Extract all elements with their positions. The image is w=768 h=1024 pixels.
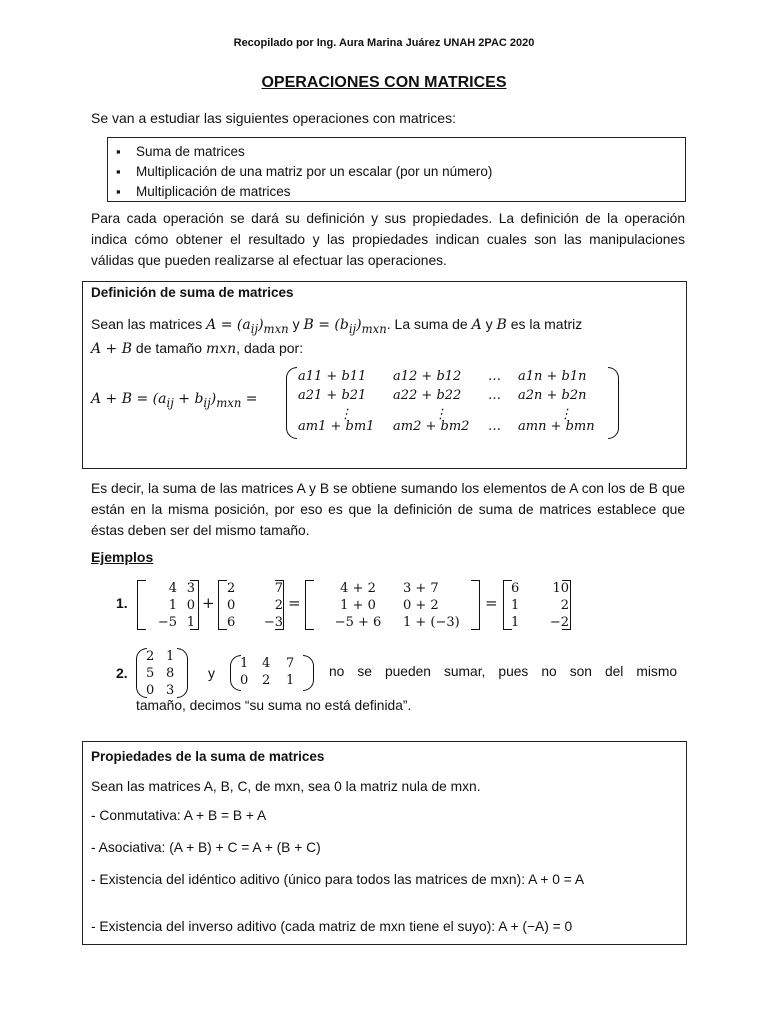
page-header: Recopilado por Ing. Aura Marina Juárez UNAH 2PAC 2020	[233, 37, 535, 49]
example-2-text-2: tamaño, decimos “su suma no está definida”.	[136, 698, 412, 713]
property-associative: - Asociativa: (A + B) + C = A + (B + C)	[91, 840, 321, 855]
equals-sign: =	[485, 594, 498, 612]
list-item: ▪ Suma de matrices	[116, 142, 685, 162]
operations-list-box	[107, 137, 686, 202]
page-title: OPERACIONES CON MATRICES	[261, 74, 507, 91]
property-commutative: - Conmutativa: A + B = B + A	[91, 808, 267, 823]
example-1-matrix-result: 6 10 1 2 1 −2	[503, 580, 571, 630]
example-2-matrix-a: 2 1 5 8 0 3	[136, 648, 188, 698]
definition-matrix: a11 + b11 a12 + b12 … a1n + b1n a21 + b21 a22 + b22 … a2n + b2n ⋮ ⋮ ⋮ am1 + bm1 am2 + bm2 … amn + bmn	[286, 367, 619, 439]
plus-sign: +	[202, 594, 215, 612]
properties-box	[82, 741, 687, 945]
example-2-number: 2.	[116, 665, 128, 681]
equals-sign: =	[288, 594, 301, 612]
properties-title: Propiedades de la suma de matrices	[91, 749, 325, 764]
property-inverse: - Existencia del inverso aditivo (cada matriz de mxn tiene el suyo): A + (−A) = 0	[91, 919, 573, 934]
definition-y: y	[292, 316, 300, 332]
definition-box	[82, 281, 687, 469]
list-item: ▪ Multiplicación de matrices	[116, 182, 685, 202]
example-1-number: 1.	[116, 595, 128, 611]
intro-text: Se van a estudiar las siguientes operaciones con matrices:	[91, 110, 456, 126]
paragraph-definitions: Para cada operación se dará su definición y sus propiedades. La definición de la operación indica cómo obtener el resultado y las propiedades indican cuales son las manipulaciones válidas que pueden realizarse al efectuar las operaciones.	[91, 211, 685, 268]
definition-line-1: Sean las matrices $A = (a_{ij})_{mxn}$ y $B = (b_{ij})_{mxn}$. La suma de A y B es la matriz	[91, 316, 583, 336]
paragraph-explanation: Es decir, la suma de las matrices A y B se obtiene sumando los elementos de A con los de B que están en la misma posición, por eso es que la definición de suma de matrices establece que éstas deben ser del mismo tamaño.	[91, 481, 685, 538]
definition-line-2: A + B de tamaño mxn, dada por:	[91, 340, 304, 357]
definition-suma-de: . La suma de	[386, 316, 468, 332]
list-item: ▪ Multiplicación de una matriz por un escalar (por un número)	[116, 162, 685, 182]
properties-intro: Sean las matrices A, B, C, de mxn, sea 0 la matriz nula de mxn.	[91, 779, 481, 794]
example-2-y: y	[208, 665, 215, 681]
example-1-matrix-a: 4 3 1 0 −5 1	[137, 580, 199, 630]
operations-list	[108, 138, 685, 202]
example-2-matrix-b: 1 4 7 0 2 1	[230, 655, 314, 691]
example-1-matrix-b: 2 7 0 2 6 −3	[218, 580, 284, 630]
matrix-A-def: $A = (a_{ij})_{mxn}$	[206, 317, 289, 336]
definition-sean: Sean las matrices	[91, 316, 203, 332]
property-identity: - Existencia del idéntico aditivo (único para todos las matrices de mxn): A + 0 = A	[91, 872, 585, 887]
examples-title: Ejemplos	[91, 549, 154, 565]
example-1-matrix-sum: 4 + 2 3 + 7 1 + 0 0 + 2 −5 + 6 1 + (−3)	[305, 580, 480, 630]
definition-title: Definición de suma de matrices	[91, 285, 294, 300]
definition-lhs: $A + B = (a_{ij} + b_{ij})_{mxn}$ =	[91, 391, 258, 410]
example-2-text-1: no se pueden sumar, pues no son del mismo	[329, 664, 677, 679]
matrix-B-def: $B = (b_{ij})_{mxn}$	[303, 317, 387, 336]
